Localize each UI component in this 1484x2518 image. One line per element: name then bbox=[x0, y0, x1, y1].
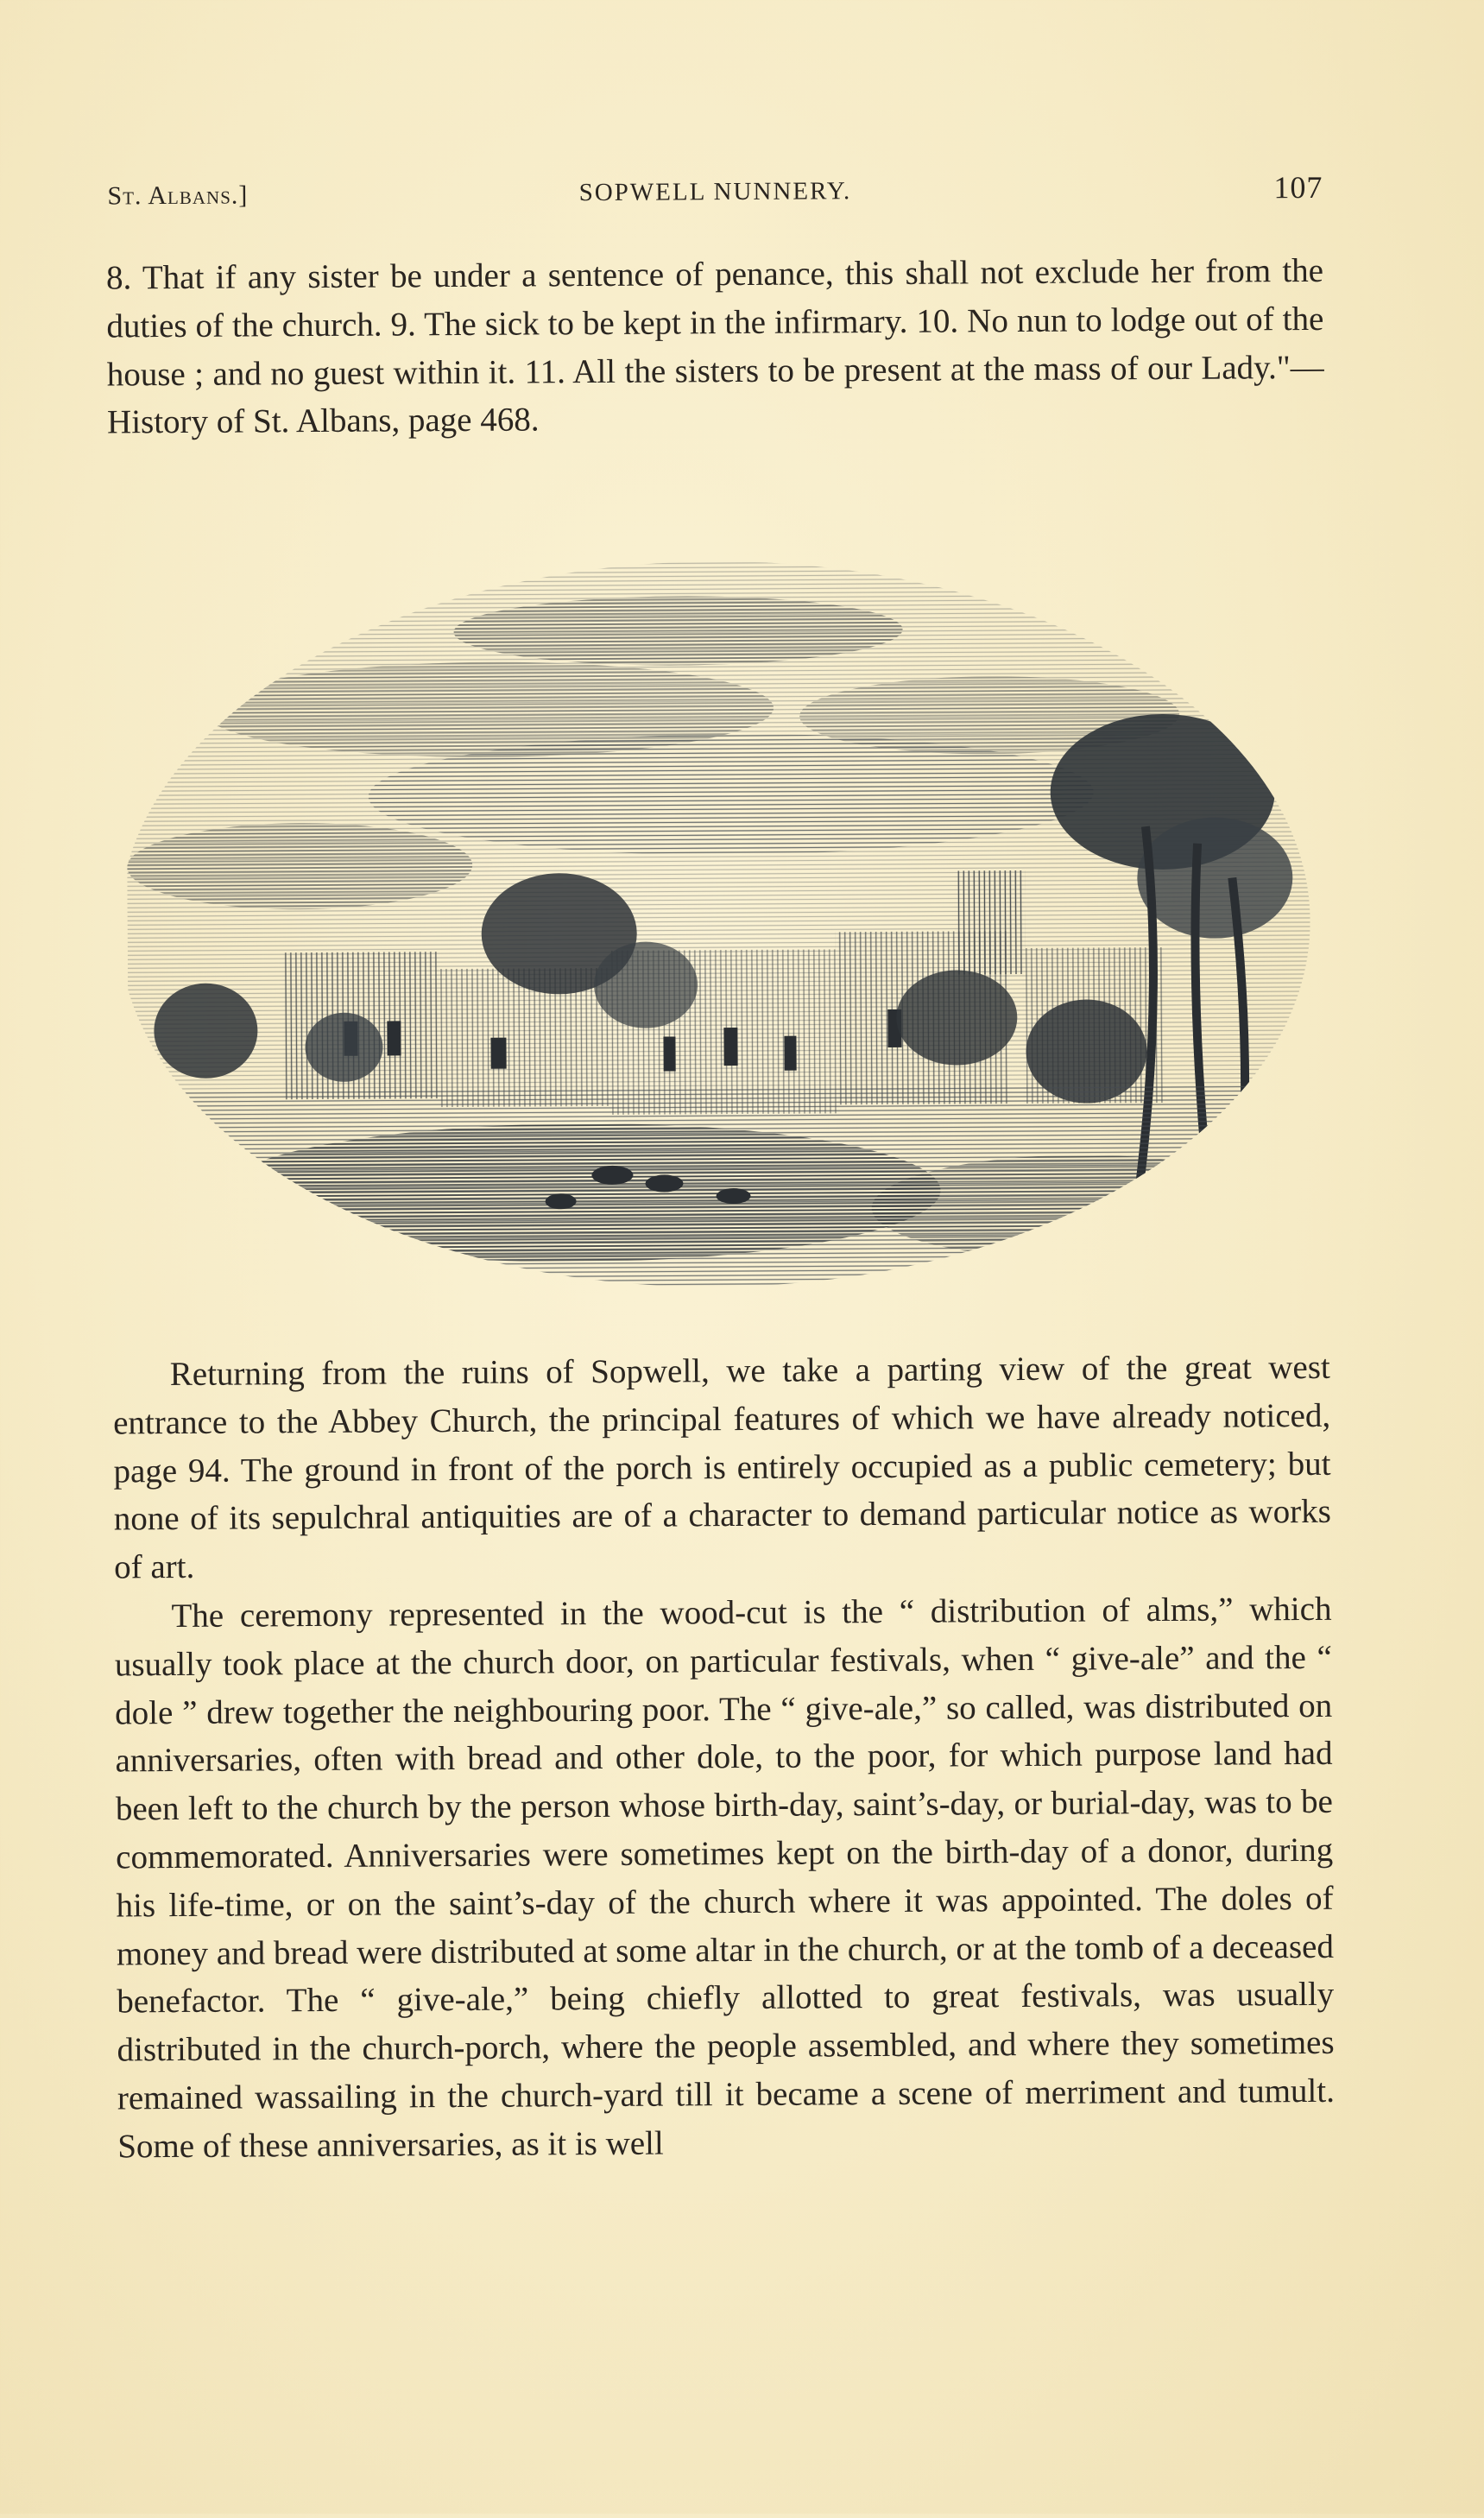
running-head-section: St. Albans.] bbox=[107, 180, 249, 211]
page-number: 107 bbox=[1273, 169, 1323, 206]
running-head-title: SOPWELL NUNNERY. bbox=[578, 177, 852, 207]
engraving-icon bbox=[125, 515, 1312, 1299]
paragraph-abbey-entrance: Returning from the ruins of Sopwell, we take a parting view of the great west entrance to the Abbey Church, the principal features of which we have already noticed, page 94. The ground in front of the porch is entirely occupied as a public cemetery; but none of its sepulchral antiquities are of a character to demand particular notice as works of art. bbox=[113, 1348, 1331, 1586]
illustration bbox=[125, 515, 1312, 1299]
running-head bbox=[107, 169, 1323, 220]
paragraph-rules-continued: 8. That if any sister be under a sentence of penance, this shall not exclude her from the duties of the church. 9. The sick to be kept in the infirmary. 10. No nun to lodge out of the house ; and no guest within it. 11. All the sisters to be present at the mass of our Lady."—History of St. Albans, page 468. bbox=[105, 251, 1324, 441]
paragraph-distribution-of-alms: The ceremony represented in the wood-cut is the “ distribution of alms,” which usually took place at the church door, on particular festivals, when “ give-ale” and the “ dole ” drew together the neighbouring poor. The “ give-ale,” so called, was distributed on anniversaries, often with bread and other dole, to the poor, for which purpose land had been left to the church by the person whose birth-day, saint’s-day, or burial-day, was to be commemorated. Anniversaries were sometimes kept on the birth-day of a donor, during his life-time, or on the saint’s-day of the church where it was appointed. The doles of money and bread were distributed at some altar in the church, or at the tomb of a deceased benefactor. The “ give-ale,” being chiefly allotted to great festivals, was usually distributed in the church-porch, where the people assembled, and where they sometimes remained wassailing in the church-yard till it became a scene of merriment and tumult. Some of these anniversaries, as it is well bbox=[114, 1590, 1336, 2166]
